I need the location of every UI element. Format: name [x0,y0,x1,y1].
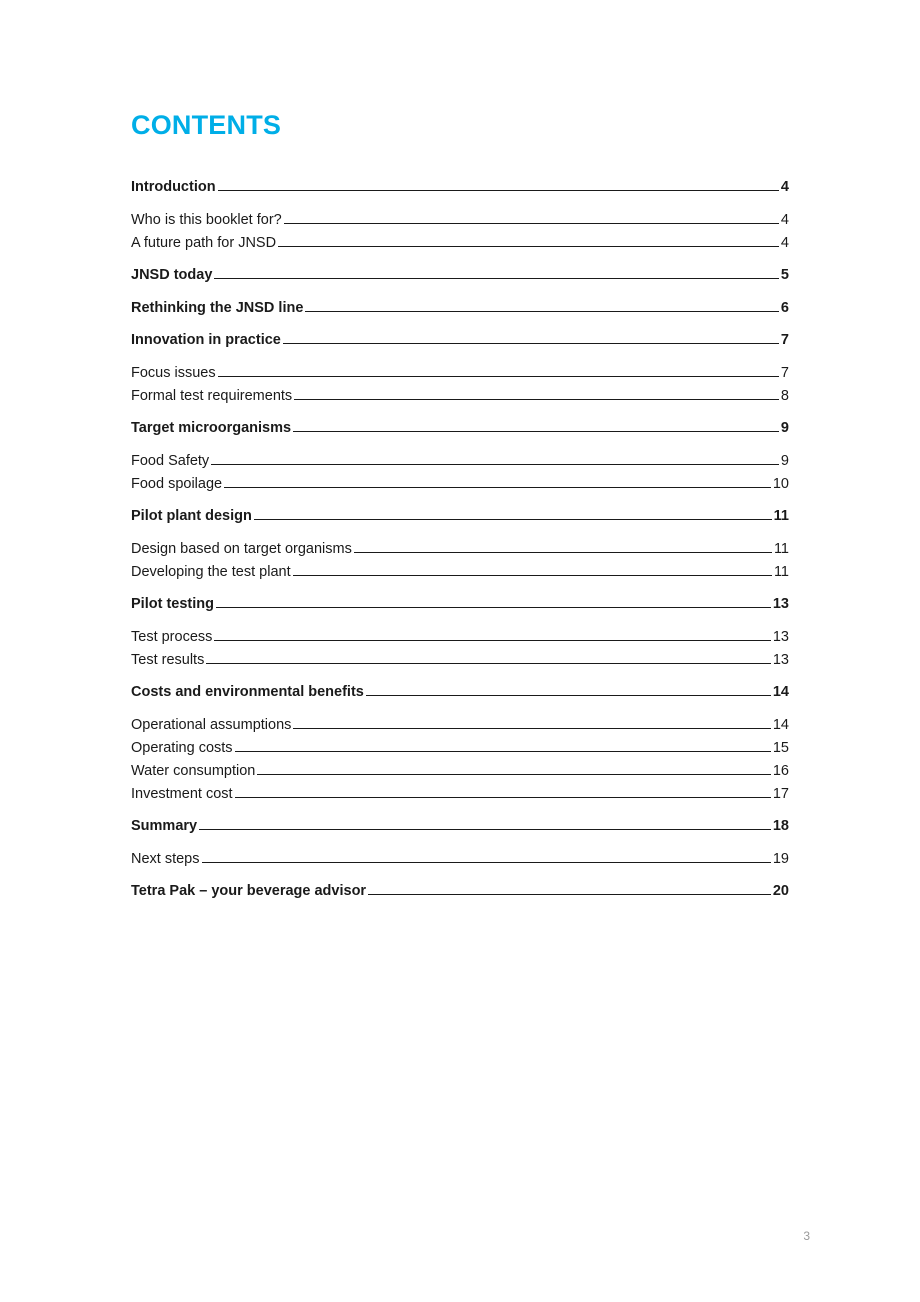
toc-leader-line [257,773,770,775]
toc-entry-page: 4 [780,179,789,195]
toc-entry-title: A future path for JNSD [131,234,277,251]
toc-entry-page: 11 [773,563,789,580]
toc-entry-page: 16 [772,762,789,779]
toc-section-entry[interactable] [131,561,789,584]
toc-entry-title: Tetra Pak – your beverage advisor [131,883,367,899]
toc-chapter-entry[interactable] [131,593,789,616]
toc-entry-title: Next steps [131,850,200,867]
toc-entry-page: 6 [780,299,789,316]
toc-entry-page: 7 [780,364,789,381]
toc-leader-line [235,796,771,798]
toc-entry-title: JNSD today [131,267,213,283]
toc-entry-page: 8 [780,387,789,404]
toc-chapter-entry[interactable] [131,176,789,199]
toc-section-entry[interactable] [131,473,789,496]
toc-entry-title: Operational assumptions [131,716,292,733]
toc-chapter-entry[interactable] [131,880,789,903]
toc-section-entry[interactable] [131,385,789,408]
toc-entry-title: Formal test requirements [131,387,293,404]
toc-chapter-entry[interactable] [131,681,789,704]
toc-entry-title: Summary [131,818,198,834]
toc-section-entry[interactable] [131,737,789,760]
toc-section-entry[interactable] [131,626,789,649]
toc-entry-page: 17 [772,785,789,802]
toc-leader-line [199,828,771,830]
toc-leader-line [293,727,770,729]
toc-entry-page: 11 [773,508,789,524]
toc-section-entry[interactable] [131,848,789,871]
toc-entry-title: Operating costs [131,739,233,756]
toc-leader-line [354,551,772,553]
toc-entry-page: 13 [772,596,789,612]
toc-leader-line [294,398,779,400]
toc-leader-line [202,861,771,863]
table-of-contents [131,176,789,903]
toc-leader-line [366,694,771,696]
toc-section-entry[interactable] [131,783,789,806]
toc-leader-line [214,277,779,279]
toc-chapter-entry[interactable] [131,264,789,287]
toc-entry-page: 5 [780,267,789,283]
toc-leader-line [235,750,771,752]
toc-entry-title: Developing the test plant [131,563,291,580]
toc-entry-page: 9 [780,420,789,436]
toc-section-entry[interactable] [131,760,789,783]
toc-entry-page: 4 [780,234,789,251]
toc-leader-line [206,662,771,664]
toc-entry-title: Pilot plant design [131,508,252,524]
toc-entry-page: 19 [772,850,789,867]
toc-entry-title: Investment cost [131,785,233,802]
toc-chapter-entry[interactable] [131,815,789,838]
toc-section-entry[interactable] [131,209,789,232]
toc-entry-title: Design based on target organisms [131,540,352,557]
toc-section-entry[interactable] [131,649,789,672]
toc-entry-title: Food Safety [131,452,210,469]
toc-leader-line [293,430,779,432]
toc-entry-title: Water consumption [131,762,256,779]
page-number: 3 [803,1229,810,1243]
toc-chapter-entry[interactable] [131,297,789,320]
toc-leader-line [278,245,779,247]
toc-leader-line [214,639,770,641]
toc-leader-line [284,222,779,224]
toc-entry-page: 15 [772,739,789,756]
toc-entry-page: 13 [772,628,789,645]
page-title: CONTENTS [131,110,282,140]
toc-leader-line [283,342,779,344]
toc-entry-page: 18 [772,818,789,834]
toc-chapter-entry[interactable] [131,417,789,440]
toc-entry-title: Test results [131,651,205,668]
toc-entry-title: Test process [131,628,213,645]
toc-leader-line [224,486,771,488]
toc-section-entry[interactable] [131,538,789,561]
toc-entry-page: 14 [772,716,789,733]
toc-leader-line [368,893,771,895]
toc-chapter-entry[interactable] [131,329,789,352]
toc-entry-title: Rethinking the JNSD line [131,299,304,316]
toc-entry-page: 14 [772,684,789,700]
toc-entry-title: Pilot testing [131,596,214,612]
toc-leader-line [218,375,779,377]
toc-leader-line [305,310,779,312]
toc-entry-title: Innovation in practice [131,332,281,348]
toc-entry-page: 20 [772,883,789,899]
toc-leader-line [254,518,772,520]
toc-section-entry[interactable] [131,362,789,385]
toc-entry-page: 11 [773,540,789,557]
toc-section-entry[interactable] [131,232,789,255]
toc-entry-page: 13 [772,651,789,668]
toc-entry-title: Focus issues [131,364,216,381]
toc-leader-line [216,606,771,608]
toc-entry-title: Food spoilage [131,475,223,492]
toc-entry-page: 4 [780,211,789,228]
toc-leader-line [218,189,779,191]
toc-leader-line [293,574,772,576]
toc-entry-title: Costs and environmental benefits [131,684,364,700]
toc-entry-page: 9 [780,452,789,469]
toc-entry-page: 7 [780,332,789,348]
toc-section-entry[interactable] [131,450,789,473]
toc-section-entry[interactable] [131,714,789,737]
toc-leader-line [211,463,779,465]
toc-entry-title: Introduction [131,179,216,195]
toc-entry-title: Who is this booklet for? [131,211,282,228]
toc-entry-title: Target microorganisms [131,420,292,436]
toc-chapter-entry[interactable] [131,505,789,528]
toc-entry-page: 10 [772,475,789,492]
